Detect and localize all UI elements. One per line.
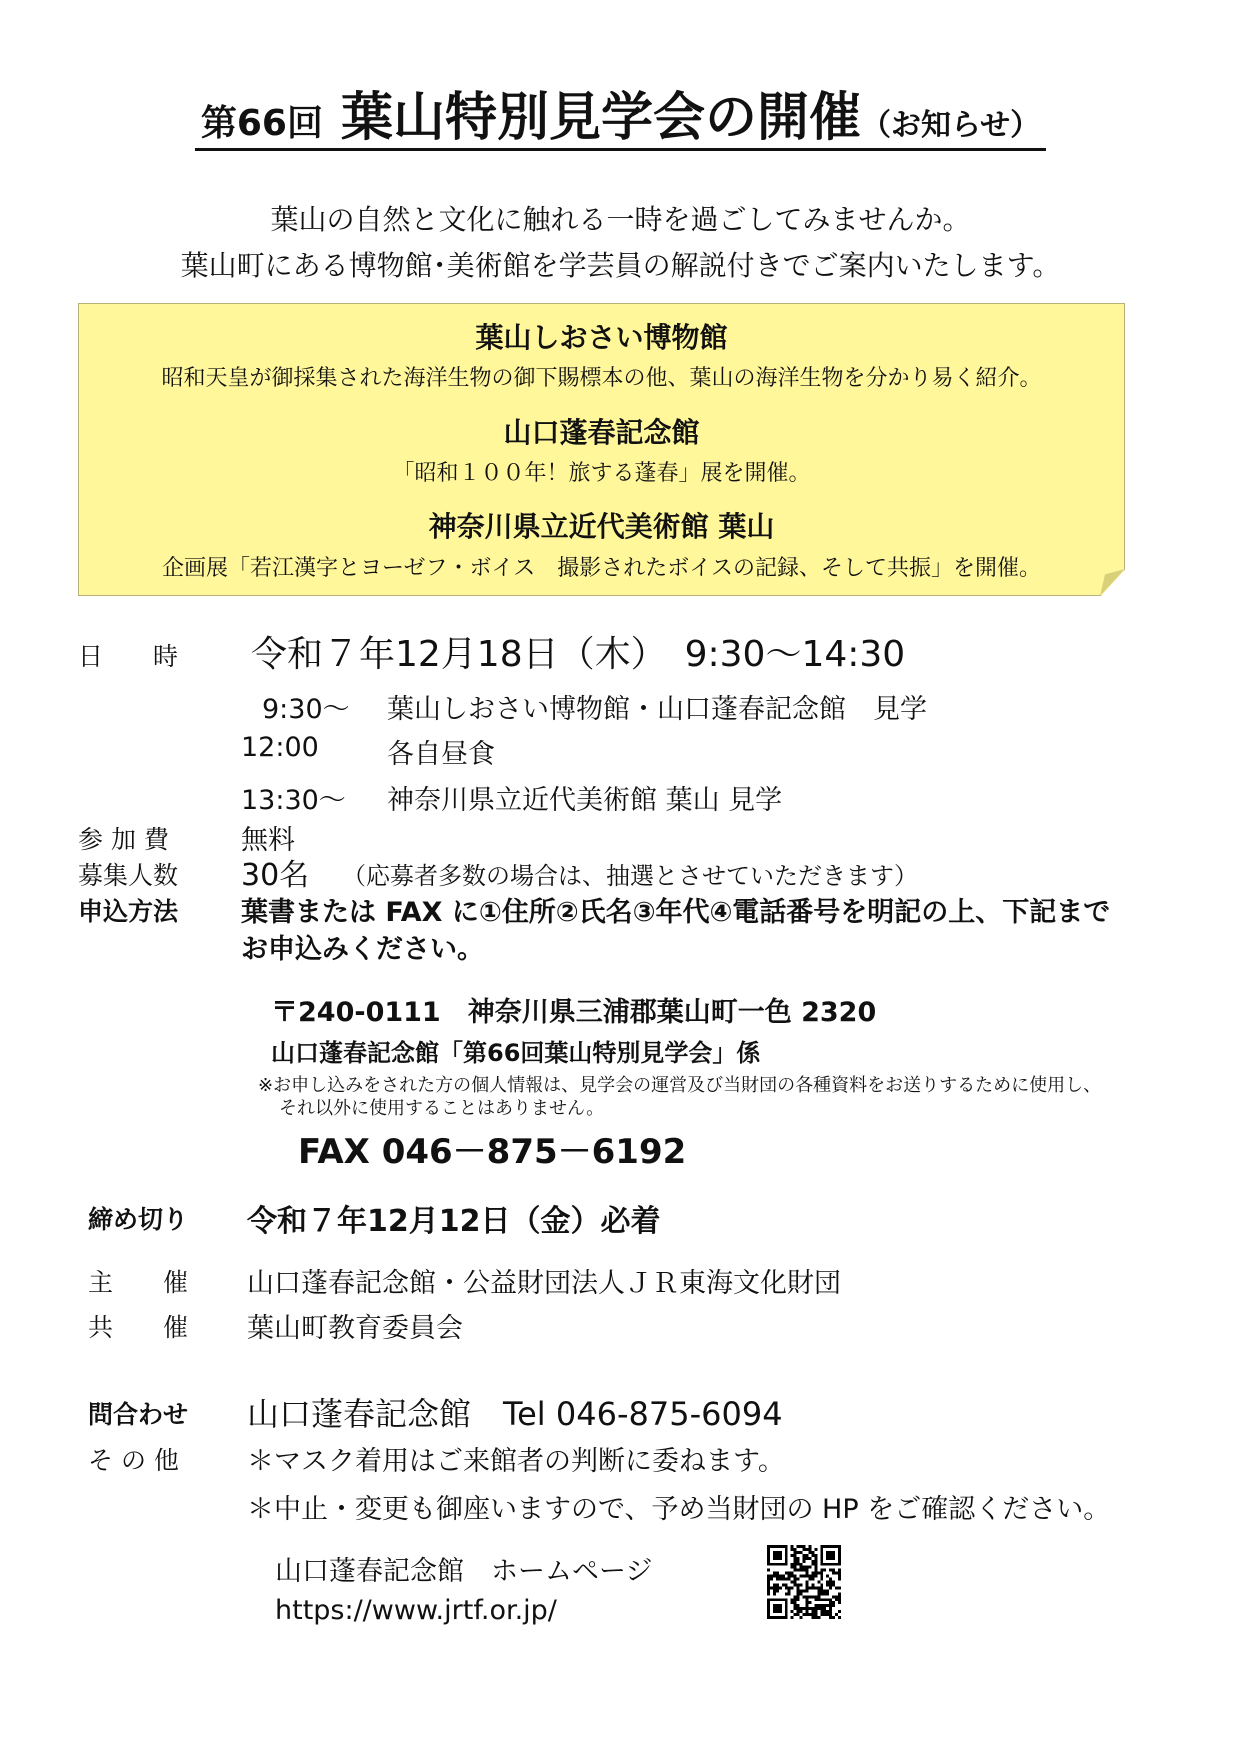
contact-label: 問合わせ — [88, 1400, 189, 1429]
venue-desc-hoshun: 「昭和１００年！旅する蓬春」展を開催。 — [392, 461, 811, 486]
schedule-time-3: 13:30～ — [241, 785, 346, 816]
privacy-note-2: それ以外に使用することはありません。 — [279, 1098, 605, 1119]
other-label: そ の 他 — [88, 1446, 179, 1475]
qr-code-icon[interactable] — [767, 1545, 841, 1619]
fee-label: 参 加 費 — [78, 825, 169, 854]
deadline-value: 令和７年12月12日（金）必着 — [247, 1204, 661, 1239]
homepage-url[interactable]: https://www.jrtf.or.jp/ — [275, 1595, 557, 1626]
schedule-time-2: 12:00 — [241, 732, 319, 763]
schedule-text-1: 葉山しおさい博物館・山口蓬春記念館 見学 — [387, 694, 927, 725]
apply-attn: 山口蓬春記念館「第66回葉山特別見学会」係 — [271, 1039, 761, 1067]
cosponsor-label: 共 催 — [88, 1313, 189, 1342]
apply-address: 〒240-0111 神奈川県三浦郡葉山町一色 2320 — [271, 997, 877, 1028]
venue-name-moma: 神奈川県立近代美術館 葉山 — [428, 510, 775, 543]
deadline-label: 締め切り — [88, 1205, 189, 1234]
contact-value: 山口蓬春記念館 Tel 046-875-6094 — [247, 1395, 783, 1433]
title-suffix: （お知らせ） — [861, 108, 1041, 143]
venue-name-shiosai: 葉山しおさい博物館 — [475, 321, 728, 354]
apply-label: 申込方法 — [78, 897, 179, 926]
schedule-text-3: 神奈川県立近代美術館 葉山 見学 — [387, 785, 783, 816]
datetime-value: 令和７年12月18日（木） 9:30～14:30 — [251, 634, 906, 675]
organizer-value: 山口蓬春記念館・公益財団法人ＪＲ東海文化財団 — [247, 1268, 841, 1299]
venue-desc-shiosai: 昭和天皇が御採集された海洋生物の御下賜標本の他、葉山の海洋生物を分かり易く紹介。 — [161, 366, 1042, 391]
cosponsor-value: 葉山町教育委員会 — [247, 1313, 463, 1344]
schedule-time-1: 9:30～ — [262, 694, 350, 725]
fee-value: 無料 — [241, 825, 295, 856]
venue-name-hoshun: 山口蓬春記念館 — [503, 416, 700, 449]
venue-desc-moma: 企画展「若江漢字とヨーゼフ・ボイス 撮影されたボイスの記録、そして共振」を開催。 — [161, 556, 1042, 581]
fax-number: FAX 046－875－6192 — [298, 1132, 687, 1172]
title-prefix: 第66回 — [200, 103, 323, 144]
intro-line-1: 葉山の自然と文化に触れる一時を過ごしてみませんか。 — [270, 203, 971, 236]
other-line-2: ＊中止・変更も御座いますので、予め当財団の HP をご確認ください。 — [247, 1494, 1111, 1525]
capacity-value: 30名 — [241, 858, 310, 893]
schedule-text-2: 各自昼食 — [387, 739, 495, 770]
privacy-note-1: ※お申し込みをされた方の個人情報は、見学会の運営及び当財団の各種資料をお送りするために使用し、 — [258, 1075, 1102, 1096]
organizer-label: 主 催 — [88, 1268, 189, 1297]
apply-line-2: お申込みください。 — [241, 934, 484, 965]
apply-line-1: 葉書または FAX に①住所②氏名③年代④電話番号を明記の上、下記まで — [241, 897, 1111, 928]
intro-line-2: 葉山町にある博物館･美術館を学芸員の解説付きでご案内いたします。 — [180, 249, 1061, 282]
title-main: 葉山特別見学会の開催 — [340, 88, 861, 148]
capacity-label: 募集人数 — [78, 861, 179, 890]
other-line-1: ＊マスク着用はご来館者の判断に委ねます。 — [247, 1446, 785, 1477]
page-title — [0, 88, 1241, 151]
homepage-label: 山口蓬春記念館 ホームページ — [275, 1556, 653, 1587]
capacity-note: （応募者多数の場合は、抽選とさせていただきます） — [342, 862, 918, 890]
datetime-label: 日 時 — [78, 642, 179, 671]
